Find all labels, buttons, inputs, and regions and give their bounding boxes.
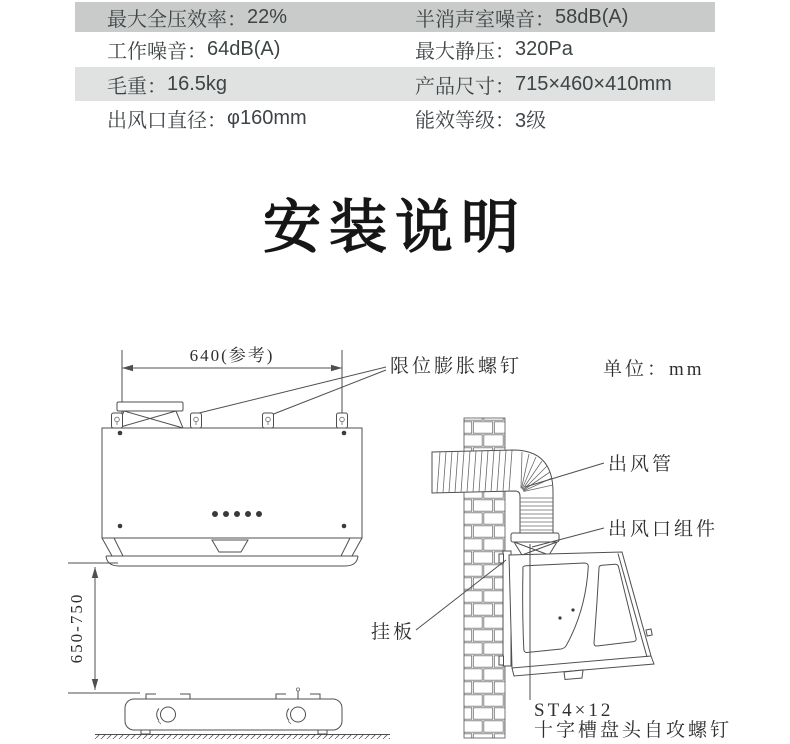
spec-row-1	[75, 2, 715, 32]
spec-row-2	[75, 32, 715, 67]
spec-full-pressure-efficiency	[75, 3, 415, 32]
installation-diagram	[0, 330, 790, 739]
spec-value: 22%	[247, 5, 288, 28]
hood-side-view	[371, 418, 732, 739]
spec-value: 64dB(A)	[207, 38, 281, 60]
countertop	[95, 735, 390, 740]
spec-label: 工作噪音：	[107, 41, 207, 63]
spec-value: 16.5kg	[167, 72, 228, 95]
spec-outlet-diameter	[75, 104, 415, 133]
spec-label: 毛重：	[107, 75, 167, 98]
limit-screw-icon	[191, 413, 202, 428]
unit-label: 单位：mm	[603, 359, 705, 380]
spec-label: 出风口直径：	[107, 110, 227, 132]
hood-front-view	[67, 346, 705, 739]
spec-value: 58dB(A)	[555, 5, 629, 28]
hood-body	[102, 428, 362, 566]
spec-value: 3级	[515, 110, 547, 132]
duct-label: 出风管	[608, 454, 675, 475]
spec-semi-anechoic-noise	[415, 3, 715, 32]
spec-label: 能效等级：	[415, 110, 515, 132]
limit-screw-icon	[263, 413, 274, 428]
hood-top-duct	[117, 402, 183, 428]
outlet-assembly	[511, 533, 559, 555]
spec-table	[75, 2, 715, 136]
spec-product-size	[415, 70, 715, 99]
spec-value: φ160mm	[227, 107, 307, 129]
spec-row-4	[75, 101, 715, 136]
spec-label: 产品尺寸：	[415, 75, 515, 98]
limit-screw-icon	[337, 413, 348, 428]
spec-value: 715×460×410mm	[515, 72, 672, 95]
spec-row-3	[75, 67, 715, 101]
gas-stove	[125, 688, 342, 734]
spec-working-noise	[75, 35, 415, 64]
outlet-label: 出风口组件	[608, 519, 719, 540]
screw-name-label: 十字槽盘头自攻螺钉	[534, 720, 733, 739]
spec-label: 半消声室噪音：	[415, 8, 555, 31]
height-dimension-label: 650-750	[67, 592, 86, 664]
height-dimension	[67, 563, 140, 693]
page-title: 安装说明	[262, 195, 527, 260]
spec-gross-weight	[75, 70, 415, 99]
width-dimension-label: 640(参考)	[189, 346, 275, 365]
hood-bottom-rim	[102, 538, 362, 566]
spec-max-static-pressure	[415, 35, 715, 64]
spec-energy-rating	[415, 104, 715, 133]
spec-label: 最大全压效率：	[107, 8, 247, 31]
hood-side-body	[509, 552, 654, 680]
limit-screw-icon	[112, 413, 123, 428]
spec-label: 最大静压：	[415, 41, 515, 63]
hanging-plate-label: 挂板	[371, 622, 416, 643]
spec-value: 320Pa	[515, 38, 573, 60]
limit-screw-leaders	[199, 367, 386, 415]
limit-screw-label: 限位膨胀螺钉	[390, 356, 523, 377]
screw-code-label: ST4×12	[534, 700, 614, 721]
